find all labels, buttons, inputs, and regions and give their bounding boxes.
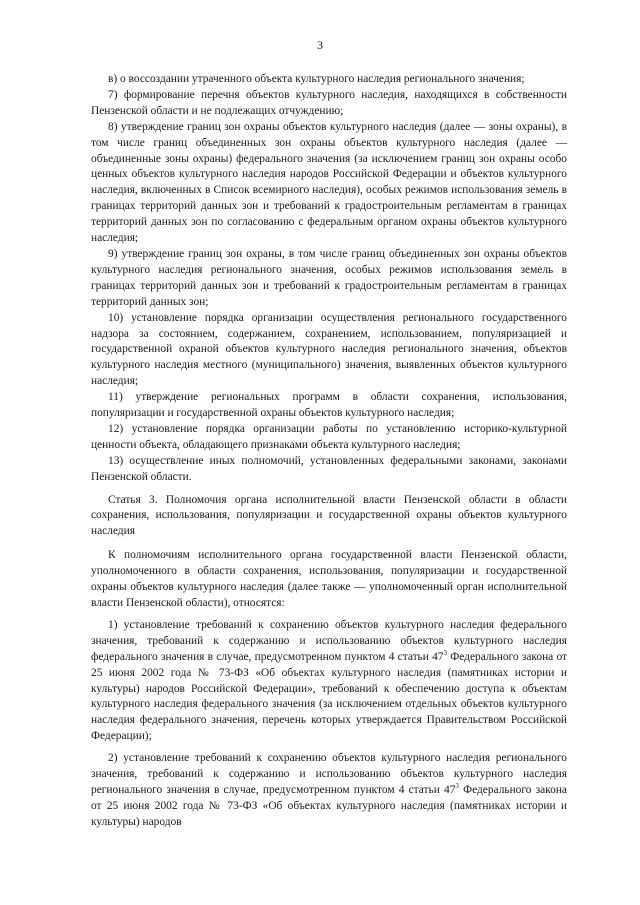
document-body: [91, 72, 567, 831]
paragraph-item-2-text-a: 2) установление требований к сохранению объектов культурного наследия регионального значения, требований к содержанию и использованию объектов культурного наследия регионального значения в случае, предусмотренном пунктом 4 статьи 47: [91, 752, 567, 796]
paragraph-item-10: 10) установление порядка организации осуществления регионального государственного надзора за состоянием, содержанием, сохранением, использованием, популяризацией и государственной охраной объектов культурного наследия регионального значения, объектов культурного наследия местного (муниципального) значения, выявленных объектов культурного наследия;: [91, 311, 567, 388]
page-number: 3: [317, 38, 323, 52]
paragraph-item-1: [91, 618, 567, 745]
paragraph-item-1-text-b: Федерального закона от 25 июня 2002 года № 73-ФЗ «Об объектах культурного наследия (памятниках истории и культуры) народов Российской Федерации», требований к обеспечению доступа к объектам культурного наследия федерального значения (за исключением отдельных объектов культурного наследия федерального значения, перечень которых утверждается Правительством Российской Федерации);: [91, 650, 567, 743]
paragraph-item-8: 8) утверждение границ зон охраны объектов культурного наследия (далее — зоны охраны), в том числе границ объединенных зон охраны объектов культурного наследия (далее — объединенные зоны охраны) федерального значения (за исключением границ зон охраны особо ценных объектов культурного наследия народов Российской Федерации и объектов культурного наследия, включенных в Список всемирного наследия), особых режимов использования земель в границах территорий данных зон и требований к градостроительным регламентам в границах территорий данных зон по согласованию с федеральным органом охраны объектов культурного наследия;: [91, 120, 567, 245]
paragraph-item-13: 13) осуществление иных полномочий, установленных федеральными законами, законами Пензенской области.: [91, 454, 567, 483]
superscript-3: 3: [443, 648, 447, 657]
paragraph-item-2: [91, 751, 567, 831]
paragraph-item-11: 11) утверждение региональных программ в области сохранения, использования, популяризации и государственной охраны объектов культурного наследия;: [91, 391, 567, 420]
paragraph-intro: К полномочиям исполнительного органа государственной власти Пензенской области, уполномоченного в области сохранения, использования, популяризации и государственной охраны объектов культурного наследия (далее также — уполномоченный орган исполнительной власти Пензенской области), относятся:: [91, 549, 567, 609]
paragraph-item-1-text-a: 1) установление требований к сохранению объектов культурного наследия федерального значения, требований к содержанию и использованию объектов культурного наследия федерального значения в случае, предусмотренном пунктом 4 статьи 47: [91, 618, 567, 663]
superscript-3: 3: [455, 781, 459, 790]
paragraph-item-9: 9) утверждение границ зон охраны, в том числе границ объединенных зон охраны объектов культурного наследия регионального значения, особых режимов использования земель в границах территорий данных зон и требований к градостроительным регламентам в границах территорий данных зон;: [91, 247, 567, 308]
paragraph-item-v: в) о воссоздании утраченного объекта культурного наследия регионального значения;: [108, 73, 525, 85]
article-heading: Статья 3. Полномочия органа исполнительной власти Пензенской области в области сохранения, использования, популяризации и государственной охраны объектов культурного наследия: [91, 493, 567, 538]
paragraph-item-7: 7) формирование перечня объектов культурного наследия, находящихся в собственности Пензенской области и не подлежащих отчуждению;: [91, 88, 567, 117]
paragraph-item-2-text-b: Федерального закона от 25 июня 2002 года № 73-ФЗ «Об объектах культурного наследия (памятниках истории и культуры) народов: [91, 783, 567, 828]
paragraph-item-12: 12) установление порядка организации работы по установлению историко-культурной ценности объекта, обладающего признаками объекта культурного наследия;: [91, 422, 567, 451]
